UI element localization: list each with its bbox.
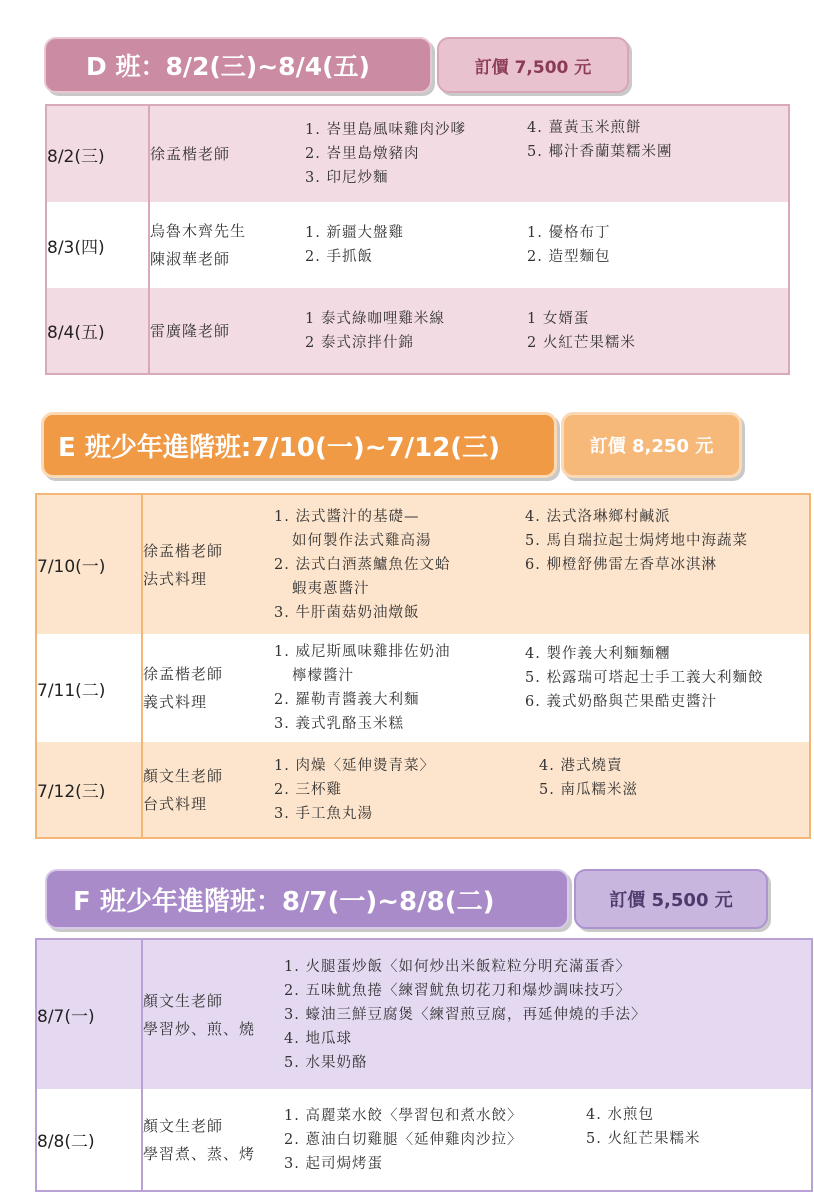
list-item: 4. 製作義大利麵麵糰	[525, 646, 671, 662]
list-item: 6. 義式奶酪與芒果酷吏醬汁	[525, 694, 717, 710]
dish-list	[527, 202, 789, 288]
teacher-cell: 烏魯木齊先生 陳淑華老師	[150, 222, 247, 268]
list-item: 5. 松露瑞可塔起士手工義大利麵餃	[525, 670, 764, 686]
class-d-title: D 班：8/2(三)~8/4(五)	[44, 37, 432, 93]
list-item: 1. 優格布丁	[527, 225, 611, 241]
list-item-continued: 如何製作法式雞高湯	[292, 532, 432, 549]
class-d-price: 訂價 7,500 元	[437, 37, 629, 93]
list-item: 1 女婿蛋	[527, 310, 590, 327]
teacher-cell: 顏文生老師 學習煮、蒸、烤	[143, 1116, 256, 1163]
teacher-cell: 雷廣隆老師	[149, 288, 305, 374]
class-f-title: F 班少年進階班：8/7(一)~8/8(二)	[45, 869, 569, 929]
dish-list	[305, 202, 527, 288]
dish-list	[586, 1089, 812, 1191]
date-cell: 7/10(一)	[36, 494, 142, 634]
dish-list	[274, 742, 525, 838]
list-item: 3. 義式乳酪玉米糕	[274, 716, 404, 732]
list-item: 2. 造型麵包	[527, 249, 611, 265]
date-cell: 8/3(四)	[46, 202, 149, 288]
date-cell: 7/12(三)	[36, 742, 142, 838]
list-item: 1. 峇里島風味雞肉沙嗲	[305, 122, 466, 138]
list-item: 6. 柳橙舒佛雷左香草冰淇淋	[525, 557, 717, 573]
list-item: 2. 手抓飯	[305, 249, 373, 265]
class-e-title: E 班少年進階班:7/10(一)~7/12(三)	[41, 412, 557, 478]
list-item: 1. 火腿蛋炒飯〈如何炒出米飯粒粒分明充滿蛋香〉	[284, 958, 631, 975]
list-item: 3. 牛肝菌菇奶油燉飯	[274, 604, 420, 621]
list-item: 2. 五味魷魚捲〈練習魷魚切花刀和爆炒調味技巧〉	[284, 982, 631, 999]
teacher-cell: 徐孟楷老師 義式料理	[143, 665, 224, 711]
list-item: 4. 地瓜球	[284, 1030, 352, 1047]
date-cell: 8/7(一)	[36, 939, 142, 1089]
table-row	[46, 105, 789, 202]
list-item: 2. 法式白酒蒸鱸魚佐文蛤	[274, 556, 451, 573]
list-item: 5. 水果奶酪	[284, 1054, 368, 1071]
date-cell: 8/8(二)	[36, 1089, 142, 1191]
list-item: 3. 印尼炒麵	[305, 170, 389, 186]
dish-list	[527, 105, 789, 202]
table-row	[36, 1089, 812, 1191]
list-item: 2 火紅芒果糯米	[527, 334, 636, 351]
teacher-cell: 徐孟楷老師 法式料理	[142, 494, 274, 634]
list-item: 1 泰式綠咖哩雞米線	[305, 310, 445, 327]
date-cell: 7/11(二)	[36, 634, 142, 742]
list-item: 1. 高麗菜水餃〈學習包和煮水餃〉	[284, 1107, 523, 1124]
list-item: 5. 南瓜糯米滋	[539, 782, 638, 798]
list-item: 3. 蠔油三鮮豆腐煲〈練習煎豆腐，再延伸燒的手法〉	[284, 1006, 647, 1023]
list-item-continued: 蝦夷蔥醬汁	[292, 580, 370, 597]
date-cell: 8/2(三)	[46, 105, 149, 202]
list-item: 2. 峇里島燉豬肉	[305, 146, 420, 162]
list-item: 4. 水煎包	[586, 1107, 654, 1123]
table-row	[36, 634, 810, 742]
table-row	[36, 494, 810, 634]
dish-list	[274, 634, 525, 742]
dish-list	[527, 288, 789, 374]
dish-list	[525, 634, 810, 742]
list-item: 3. 起司焗烤蛋	[284, 1155, 383, 1172]
dish-list	[284, 939, 812, 1089]
class-e-price: 訂價 8,250 元	[561, 412, 742, 478]
dish-list	[284, 1089, 586, 1191]
list-item: 1. 新疆大盤雞	[305, 225, 404, 241]
date-cell: 8/4(五)	[46, 288, 149, 374]
class-d-menu-table	[45, 104, 790, 375]
teacher-cell: 顏文生老師 學習炒、煎、燒	[142, 939, 284, 1089]
table-row	[46, 202, 789, 288]
list-item: 3. 手工魚丸湯	[274, 805, 373, 822]
dish-list	[525, 494, 810, 634]
dish-list	[525, 742, 810, 838]
list-item: 2 泰式涼拌什錦	[305, 334, 414, 351]
dish-list	[274, 494, 525, 634]
list-item: 4. 法式洛琳鄉村鹹派	[525, 509, 671, 525]
list-item: 5. 火紅芒果糯米	[586, 1131, 701, 1147]
table-row	[36, 742, 810, 838]
list-item: 4. 薑黃玉米煎餅	[527, 120, 642, 136]
teacher-cell: 徐孟楷老師	[149, 105, 305, 202]
list-item: 5. 椰汁香蘭葉糯米團	[527, 144, 673, 160]
dish-list	[305, 105, 527, 202]
list-item: 1. 法式醬汁的基礎—	[274, 508, 420, 525]
list-item: 2. 蔥油白切雞腿〈延伸雞肉沙拉〉	[284, 1131, 523, 1148]
list-item: 1. 肉燥〈延伸燙青菜〉	[274, 757, 435, 774]
dish-list	[305, 288, 527, 374]
table-row	[36, 939, 812, 1089]
list-item: 2. 三杯雞	[274, 781, 342, 798]
class-f-menu-table	[35, 938, 813, 1192]
list-item-continued: 檸檬醬汁	[292, 668, 354, 684]
table-row	[46, 288, 789, 374]
class-e-menu-table	[35, 493, 811, 839]
list-item: 1. 威尼斯風味雞排佐奶油	[274, 644, 451, 660]
class-f-price: 訂價 5,500 元	[574, 869, 768, 929]
list-item: 5. 馬自瑞拉起士焗烤地中海蔬菜	[525, 533, 748, 549]
teacher-cell: 顏文生老師 台式料理	[142, 742, 274, 838]
list-item: 2. 羅勒青醬義大利麵	[274, 692, 420, 708]
list-item: 4. 港式燒賣	[539, 758, 623, 774]
